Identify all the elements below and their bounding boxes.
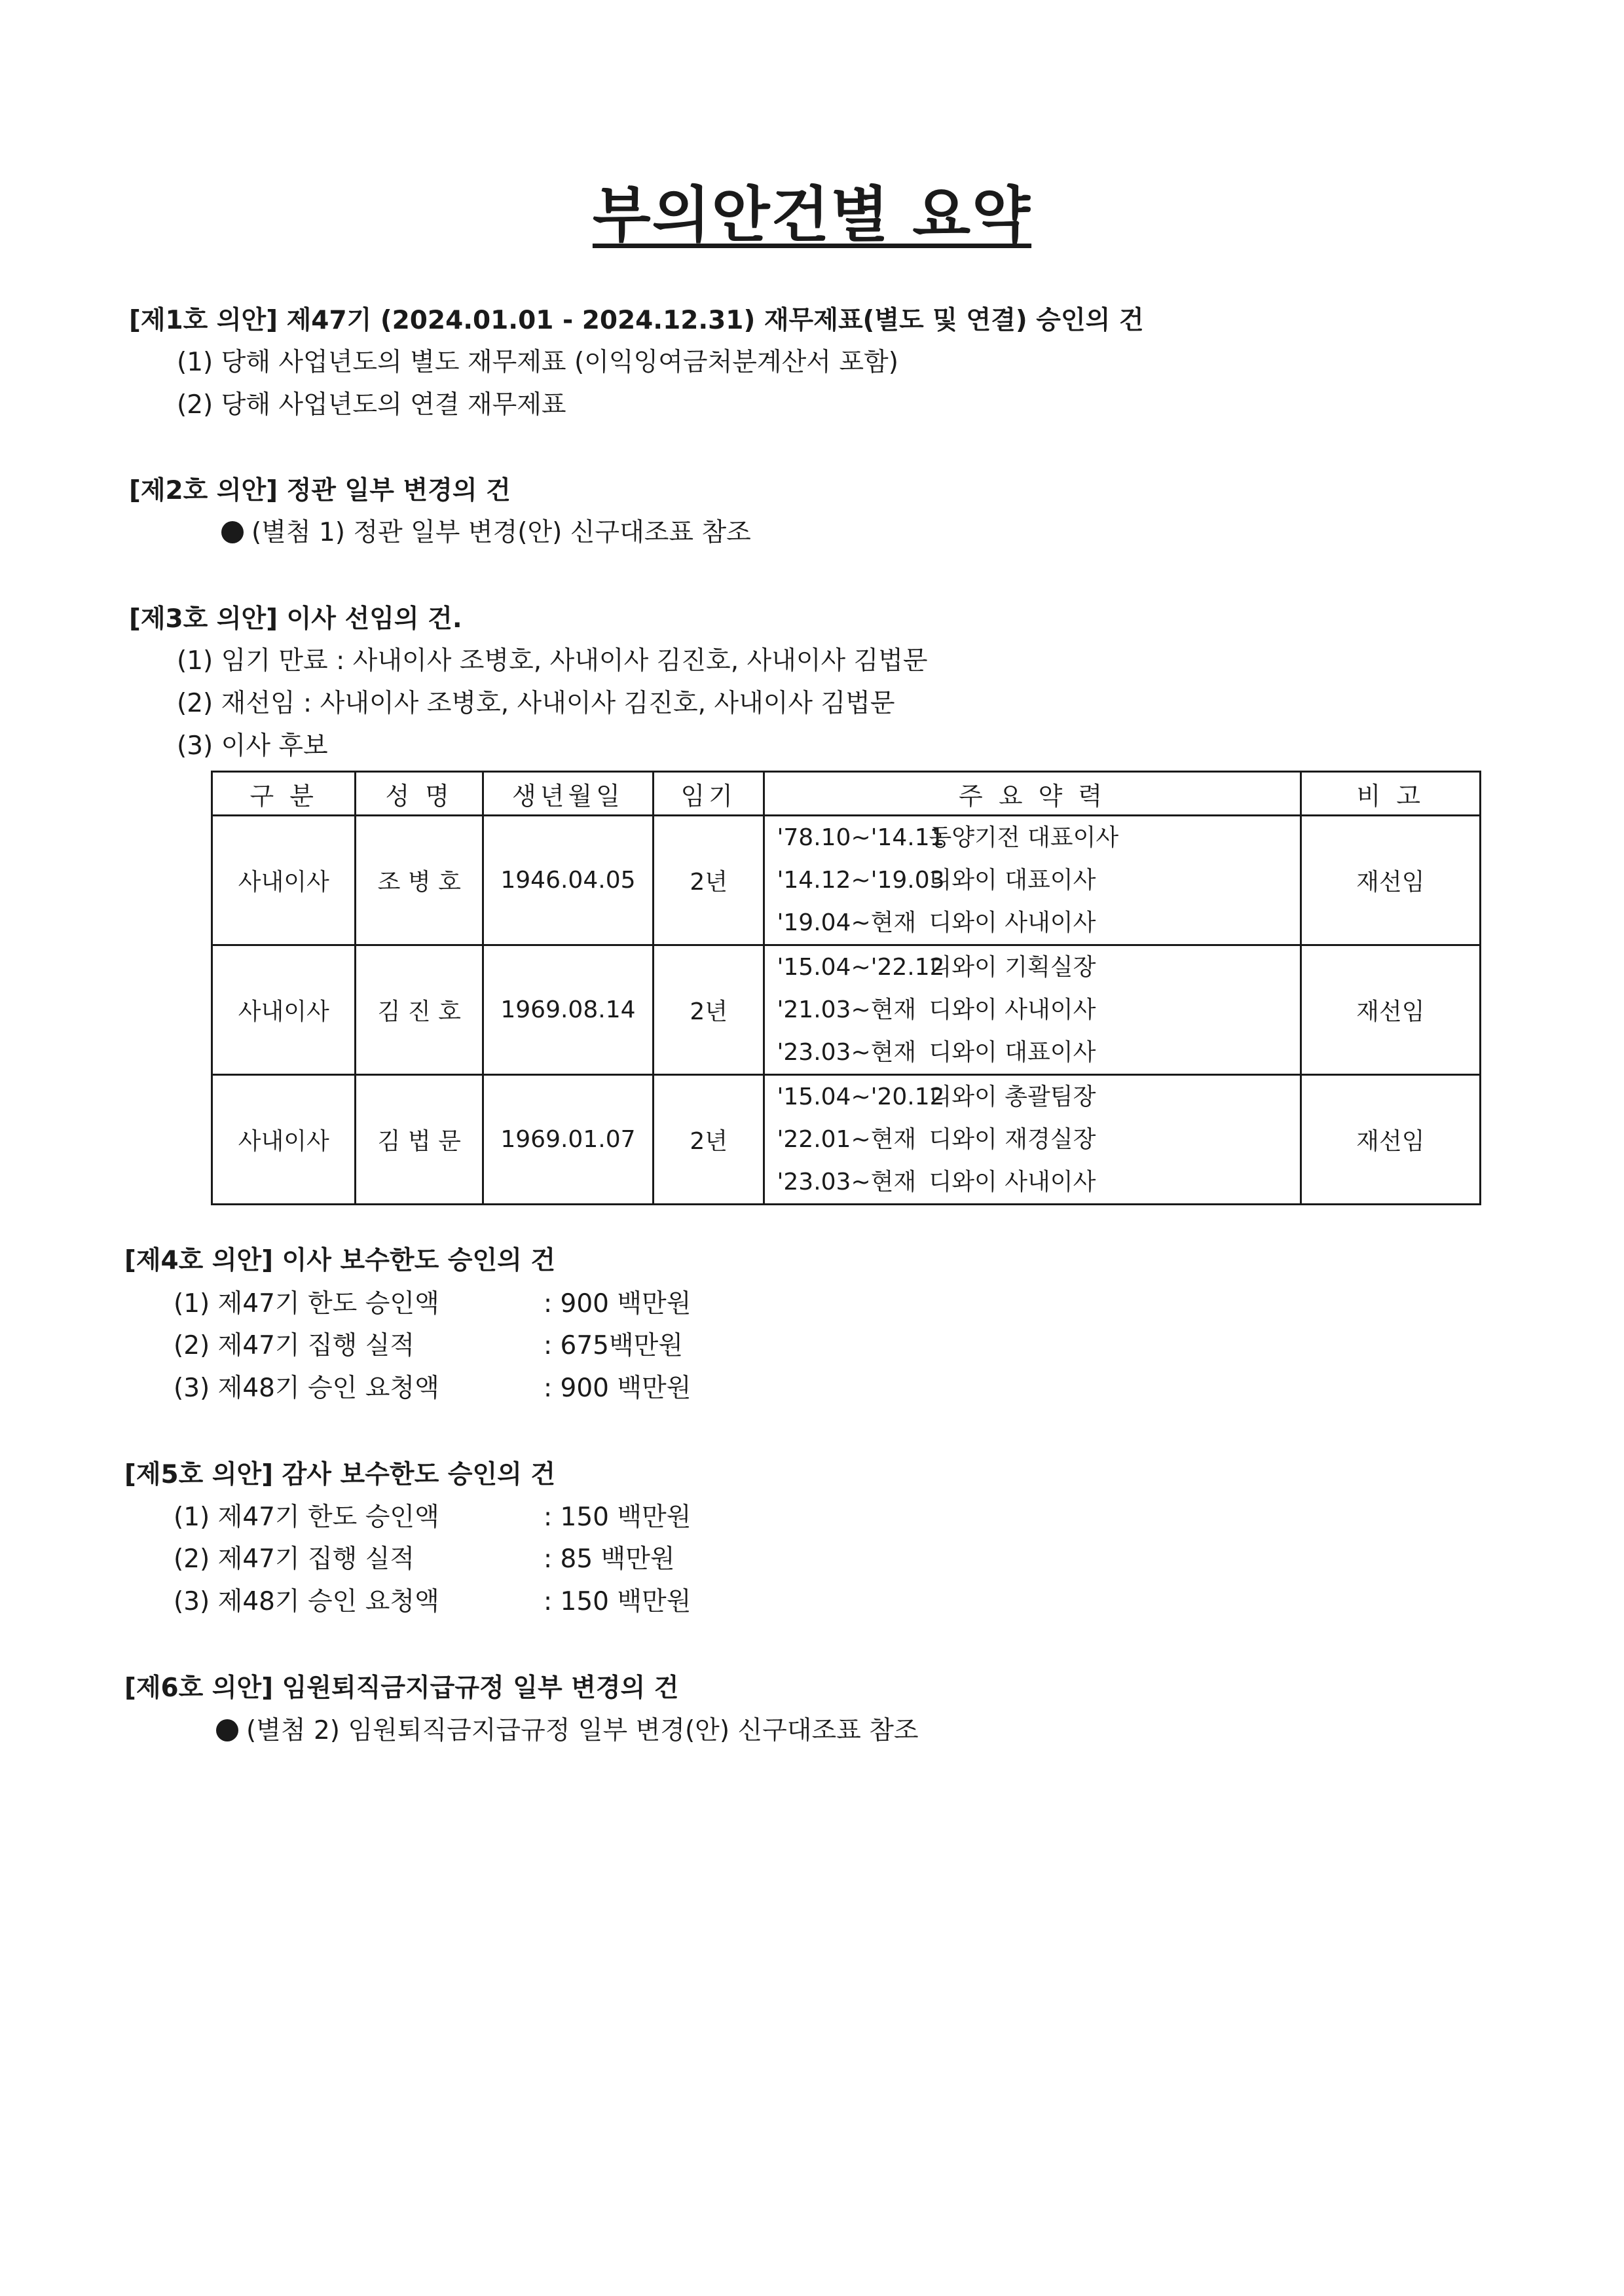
cell-note: 재선임 <box>1301 945 1480 1075</box>
career-line <box>777 946 1299 989</box>
agenda-4-item-3-label: (3) 제48기 승인 요청액 <box>174 1374 439 1403</box>
bullet-icon <box>221 521 244 543</box>
col-header-note: 비 고 <box>1301 772 1480 816</box>
career-period: '22.01~현재 <box>777 1126 917 1153</box>
col-header-career: 주 요 약 력 <box>764 772 1301 816</box>
col-header-type: 구 분 <box>212 772 356 816</box>
agenda-5-item-1-value: : 150 백만원 <box>544 1503 692 1532</box>
agenda-6-header: [제6호 의안] 임원퇴직금지급규정 일부 변경의 건 <box>124 1673 679 1703</box>
career-line <box>777 1118 1299 1161</box>
agenda-4-item-1-label: (1) 제47기 한도 승인액 <box>174 1289 439 1319</box>
agenda-6-note-text: (별첨 2) 임원퇴직금지급규정 일부 변경(안) 신구대조표 참조 <box>246 1716 919 1745</box>
career-line <box>777 1161 1299 1203</box>
agenda-3-header: [제3호 의안] 이사 선임의 건. <box>129 604 462 634</box>
cell-type: 사내이사 <box>212 1075 356 1205</box>
career-period: '15.04~'20.12 <box>777 1084 945 1110</box>
agenda-6-note <box>216 1715 919 1747</box>
career-line <box>777 1031 1299 1074</box>
col-header-term: 임기 <box>653 772 764 816</box>
agenda-1-item-1: (1) 당해 사업년도의 별도 재무제표 (이익잉여금처분계산서 포함) <box>177 348 898 377</box>
agenda-2-note-text: (별첨 1) 정관 일부 변경(안) 신구대조표 참조 <box>251 518 751 547</box>
page-title: 부의안건별 요약 <box>592 180 1032 250</box>
agenda-5-item-3-value: : 150 백만원 <box>544 1587 692 1616</box>
career-desc: 디와이 대표이사 <box>929 1039 1096 1066</box>
table-row <box>212 816 1481 945</box>
agenda-2-header: [제2호 의안] 정관 일부 변경의 건 <box>129 476 511 505</box>
career-period: '23.03~현재 <box>777 1039 917 1066</box>
cell-term: 2년 <box>653 1075 764 1205</box>
career-desc: 동양기전 대표이사 <box>929 824 1119 851</box>
cell-name: 김 진 호 <box>356 945 483 1075</box>
cell-career <box>764 945 1301 1075</box>
career-desc: 디와이 대표이사 <box>929 867 1096 894</box>
cell-term: 2년 <box>653 945 764 1075</box>
bullet-icon <box>216 1719 238 1741</box>
agenda-1-header: [제1호 의안] 제47기 (2024.01.01 - 2024.12.31) 재무제표(별도 및 연결) 승인의 건 <box>129 306 1144 335</box>
career-line <box>777 989 1299 1031</box>
career-period: '19.04~현재 <box>777 909 917 936</box>
career-desc: 디와이 기획실장 <box>929 954 1096 981</box>
table-row <box>212 945 1481 1075</box>
cell-name: 김 법 문 <box>356 1075 483 1205</box>
cell-note: 재선임 <box>1301 816 1480 945</box>
agenda-4-item-2-value: : 675백만원 <box>544 1331 683 1360</box>
cell-career <box>764 1075 1301 1205</box>
director-candidate-table <box>211 771 1481 1205</box>
career-line <box>777 902 1299 944</box>
cell-type: 사내이사 <box>212 945 356 1075</box>
career-desc: 디와이 재경실장 <box>929 1126 1096 1153</box>
career-line <box>777 1076 1299 1118</box>
agenda-3-item-3: (3) 이사 후보 <box>177 731 328 761</box>
agenda-3-item-2: (2) 재선임 : 사내이사 조병호, 사내이사 김진호, 사내이사 김법문 <box>177 689 895 718</box>
table-row <box>212 1075 1481 1205</box>
agenda-5-header: [제5호 의안] 감사 보수한도 승인의 건 <box>124 1460 556 1489</box>
agenda-3-item-1: (1) 임기 만료 : 사내이사 조병호, 사내이사 김진호, 사내이사 김법문 <box>177 646 928 676</box>
agenda-4-item-1-value: : 900 백만원 <box>544 1289 692 1319</box>
agenda-4-item-2-label: (2) 제47기 집행 실적 <box>174 1331 415 1360</box>
career-desc: 디와이 사내이사 <box>929 996 1096 1023</box>
agenda-4-header: [제4호 의안] 이사 보수한도 승인의 건 <box>124 1246 556 1275</box>
cell-birth: 1969.01.07 <box>483 1075 654 1205</box>
cell-term: 2년 <box>653 816 764 945</box>
agenda-5-item-3-label: (3) 제48기 승인 요청액 <box>174 1587 439 1616</box>
cell-type: 사내이사 <box>212 816 356 945</box>
col-header-birth: 생년월일 <box>483 772 654 816</box>
agenda-1-item-2: (2) 당해 사업년도의 연결 재무제표 <box>177 390 566 420</box>
career-period: '23.03~현재 <box>777 1169 917 1195</box>
career-period: '15.04~'22.12 <box>777 954 945 981</box>
agenda-4-item-3-value: : 900 백만원 <box>544 1374 692 1403</box>
agenda-5-item-2-value: : 85 백만원 <box>544 1544 675 1574</box>
career-line <box>777 816 1299 859</box>
career-desc: 디와이 사내이사 <box>929 909 1096 936</box>
col-header-name: 성 명 <box>356 772 483 816</box>
career-desc: 디와이 총괄팀장 <box>929 1084 1096 1110</box>
career-period: '14.12~'19.03 <box>777 867 945 894</box>
cell-note: 재선임 <box>1301 1075 1480 1205</box>
cell-name: 조 병 호 <box>356 816 483 945</box>
agenda-5-item-1-label: (1) 제47기 한도 승인액 <box>174 1503 439 1532</box>
cell-birth: 1969.08.14 <box>483 945 654 1075</box>
table-header-row <box>212 772 1481 816</box>
agenda-2-note <box>221 517 751 549</box>
career-line <box>777 859 1299 902</box>
career-period: '21.03~현재 <box>777 996 917 1023</box>
agenda-5-item-2-label: (2) 제47기 집행 실적 <box>174 1544 415 1574</box>
career-desc: 디와이 사내이사 <box>929 1169 1096 1195</box>
cell-career <box>764 816 1301 945</box>
career-period: '78.10~'14.11 <box>777 824 945 851</box>
cell-birth: 1946.04.05 <box>483 816 654 945</box>
